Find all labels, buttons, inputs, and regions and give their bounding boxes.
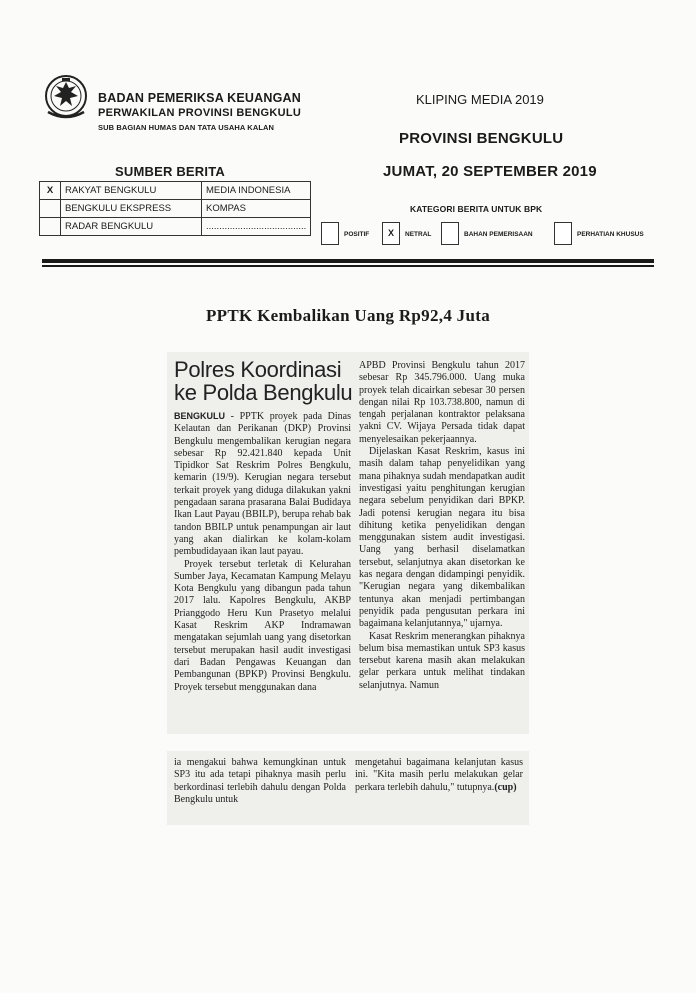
org-name: BADAN PEMERIKSA KEUANGAN	[98, 91, 301, 105]
source-checkbox[interactable]	[40, 200, 61, 218]
source-name: ......................................	[202, 218, 311, 236]
source-name: KOMPAS	[202, 200, 311, 218]
continuation-right: mengetahui bagaimana kelanjutan kasus ini. "Kita masih perlu melakukan gelar perkara terlebih dahulu," tutupnya.(cup)	[355, 757, 523, 793]
source-name: RADAR BENGKULU	[61, 218, 202, 236]
table-row	[40, 218, 311, 236]
garuda-emblem-icon	[38, 72, 94, 124]
org-subdivision: SUB BAGIAN HUMAS DAN TATA USAHA KALAN	[98, 123, 275, 132]
article-dateline: BENGKULU	[174, 411, 225, 421]
source-name: BENGKULU EKSPRESS	[61, 200, 202, 218]
header-divider-thin	[42, 265, 654, 267]
article-paragraph: BENGKULU - PPTK proyek pada Dinas Kelautan dan Perikanan (DKP) Provinsi Bengkulu mengembalikan kerugian negara sebesar Rp 92.421.840 kepada Unit Tipidkor Sat Reskrim Polres Bengkulu, kemarin (19/9). Kerugian negara tersebut terkait proyek yang diduga dilakukan yakni pengadaan sarana prasarana Balai Budidaya Ikan Laut Payau (BBILP), berupa rehab bak tandon BBILP untuk penampungan air laut yang akan dialirkan ke kolam-kolam pembudidayaan ikan laut payau.	[174, 411, 351, 558]
continuation-left: ia mengakui bahwa kemungkinan untuk SP3 itu ada tetapi pihaknya masih perlu berkordinasi terlebih dahulu dengan Polda Bengkulu untuk	[174, 757, 346, 805]
date-title: JUMAT, 20 SEPTEMBER 2019	[383, 163, 597, 180]
article-column-1	[174, 410, 351, 694]
article-clipping	[167, 352, 529, 734]
article-title-line2: ke Polda Bengkulu	[174, 380, 353, 405]
kategori-label-khusus: PERHATIAN KHUSUS	[577, 231, 644, 238]
org-branch: PERWAKILAN PROVINSI BENGKULU	[98, 107, 302, 119]
article-paragraph: Proyek tersebut terletak di Kelurahan Sumber Jaya, Kecamatan Kampung Melayu Kota Bengkulu yang dibangun pada tahun 2017 lalu. Kapolres Bengkulu, AKBP Prianggodo Heru Kun Prasetyo melalui Kasat Reskrim AKP Indramawan mengatakan sejumlah uang yang disetorkan tersebut merupakan hasil audit investigasi dari Badan Pengawas Keuangan dan Pembangunan (BPKP) Provinsi Bengkulu. Proyek tersebut menggunakan dana	[174, 558, 351, 693]
kategori-title: KATEGORI BERITA UNTUK BPK	[410, 204, 543, 214]
article-title-line1: Polres Koordinasi	[174, 357, 342, 382]
province-title: PROVINSI BENGKULU	[399, 130, 564, 147]
article-byline: (cup)	[494, 781, 517, 793]
table-row	[40, 182, 311, 200]
kategori-label-bahan: BAHAN PEMERISAAN	[464, 231, 533, 238]
kliping-label: KLIPING MEDIA 2019	[416, 92, 544, 107]
article-continuation	[167, 751, 529, 825]
page-title: PPTK Kembalikan Uang Rp92,4 Juta	[206, 306, 490, 325]
kategori-checkbox-khusus[interactable]	[554, 222, 572, 245]
source-name: RAKYAT BENGKULU	[61, 182, 202, 200]
article-paragraph: APBD Provinsi Bengkulu tahun 2017 sebesar Rp 345.796.000. Uang muka proyek telah dicairkan sebesar 30 persen dengan nilai Rp 103.738.800, namun di tengah perjalanan kontraktor pelaksana yakni CV. Wijaya Persada tidak dapat menyelesaikan pekerjaannya.	[359, 360, 525, 445]
sumber-berita-title: SUMBER BERITA	[115, 164, 225, 179]
kategori-checkbox-positif[interactable]	[321, 222, 339, 245]
article-column-2	[359, 360, 525, 692]
table-row	[40, 200, 311, 218]
kategori-checkbox-netral[interactable]: X	[382, 222, 400, 245]
header-divider	[42, 259, 654, 263]
source-checkbox[interactable]	[40, 218, 61, 236]
kategori-label-netral: NETRAL	[405, 231, 432, 238]
source-checkbox[interactable]: X	[40, 182, 61, 200]
article-paragraph: Kasat Reskrim menerangkan pihaknya belum bisa memastikan untuk SP3 kasus tersebut karena masih akan melakukan gelar perkara untuk melihat tindakan selanjutnya. Namun	[359, 630, 525, 691]
sumber-berita-table	[39, 181, 311, 236]
kategori-checkbox-bahan[interactable]	[441, 222, 459, 245]
article-paragraph: Dijelaskan Kasat Reskrim, kasus ini masih dalam tahap penyelidikan yang mana pihaknya sudah mendapatkan audit investigasi yaitu penghitungan kerugian negara sebelum penyidikan dari BPKP. Jadi potensi kerugian negara itu bisa dihitung ketika penyelidikan dengan menggunakan sistem audit investigasi. Uang yang berhasil diselamatkan tersebut, selanjutnya akan disetorkan ke kas negara dengan didampingi penyidik. "Kerugian negara yang dikembalikan tentunya akan menjadi pertimbangan penyidik pada pengusutan perkara ini bagaimana kelanjutannya," ujarnya.	[359, 446, 525, 630]
source-name: MEDIA INDONESIA	[202, 182, 311, 200]
kategori-label-positif: POSITIF	[344, 231, 370, 238]
article-title	[174, 358, 352, 404]
